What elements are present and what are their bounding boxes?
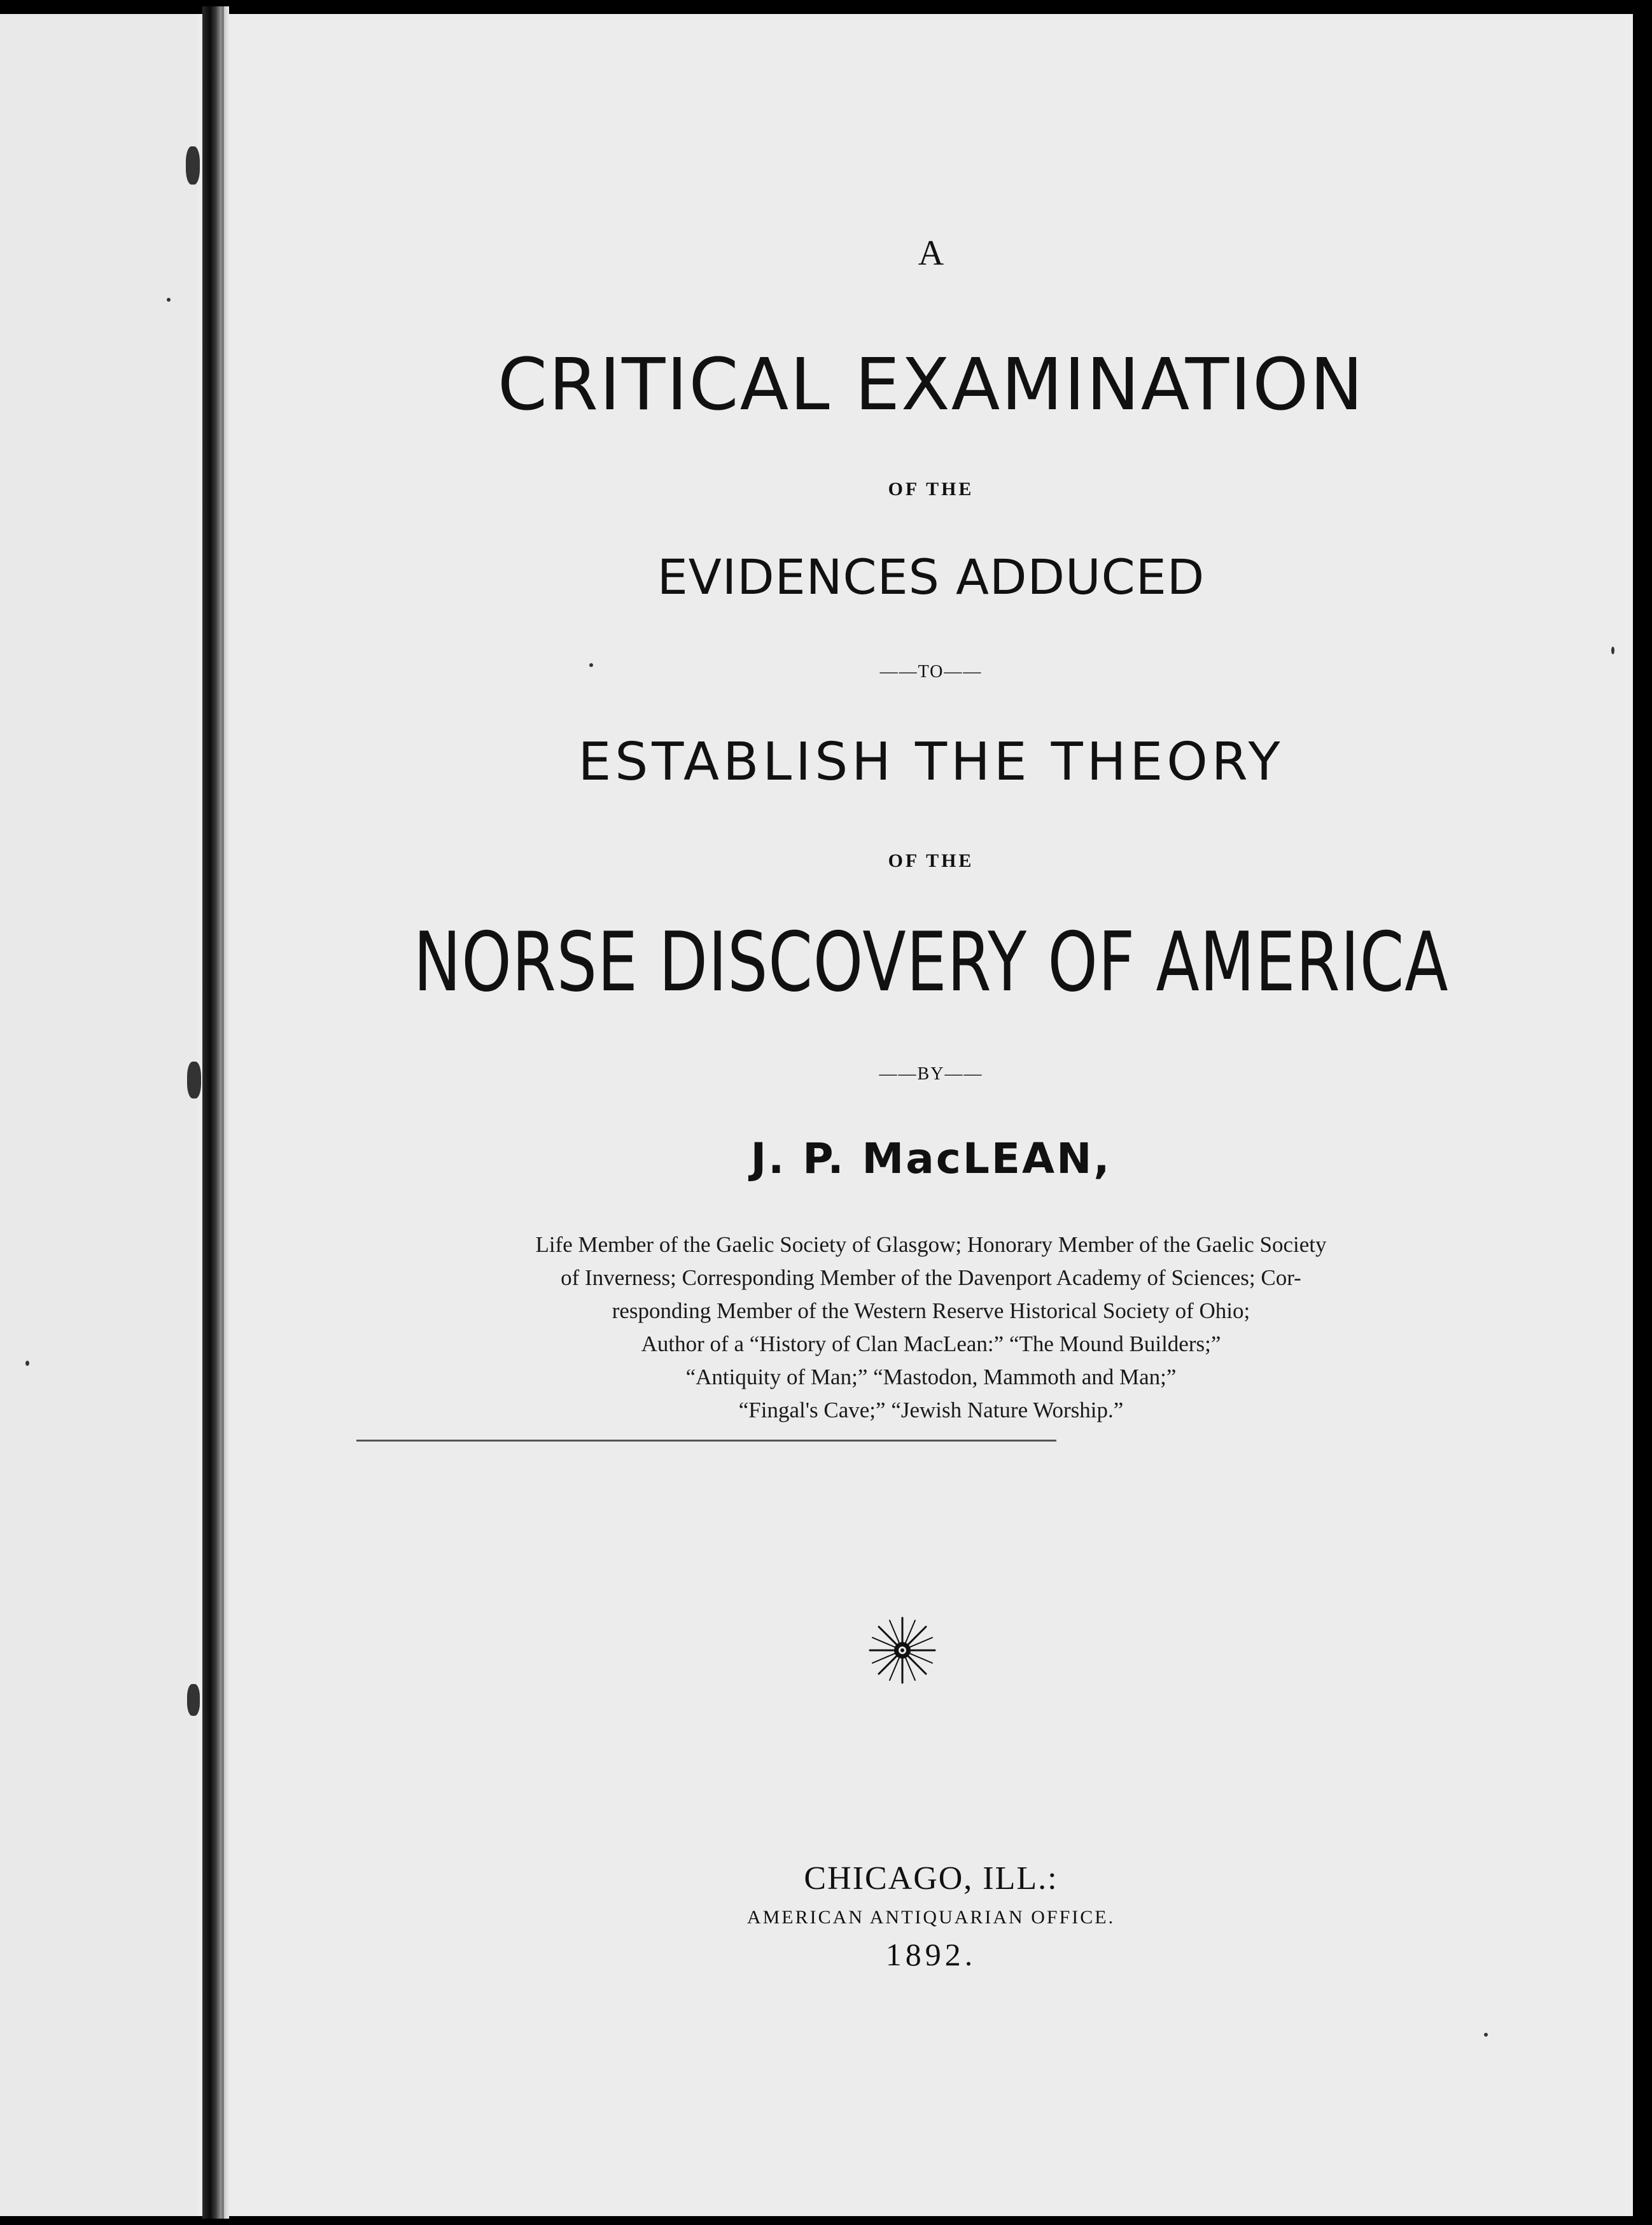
star-ornament-icon [867,1615,937,1685]
scan-speck [167,298,171,302]
scan-speck [1484,2033,1488,2037]
binding-mark [186,146,200,185]
imprint-year: 1892. [885,1937,977,1972]
title-connector-of-the-2: OF THE [888,850,974,871]
divider-rule [356,1440,1056,1442]
scan-border-bottom [0,2216,1652,2225]
title-connector-to: ——TO—— [879,662,983,682]
title-critical-examination: CRITICAL EXAMINATION [497,344,1365,426]
author-credentials-line: “Antiquity of Man;” “Mastodon, Mammoth and Man;” [685,1365,1177,1389]
imprint-city: CHICAGO, ILL.: [804,1860,1058,1897]
author-credentials-line: Author of a “History of Clan MacLean:” “The Mound Builders;” [641,1331,1221,1356]
page-fold [224,6,229,2219]
scan-border-right [1633,0,1652,2225]
title-norse-discovery: NORSE DISCOVERY OF AMERICA [413,915,1449,1010]
title-connector-of-the: OF THE [888,479,974,500]
facing-page-edge [0,14,197,2216]
author-credentials-line: “Fingal's Cave;” “Jewish Nature Worship.” [738,1398,1124,1422]
scan-speck [589,663,593,667]
title-establish-the-theory: ESTABLISH THE THEORY [578,732,1284,792]
byline: ——BY—— [879,1064,983,1084]
author-credentials-line: of Inverness; Corresponding Member of the Davenport Academy of Sciences; Cor- [561,1265,1301,1290]
scan-border-top [0,0,1652,14]
author-credentials-line: responding Member of the Western Reserve Historical Society of Ohio; [612,1298,1250,1323]
imprint-publisher: AMERICAN ANTIQUARIAN OFFICE. [746,1907,1116,1928]
scan-speck [1611,647,1614,654]
book-gutter [202,6,221,2219]
author-credentials-line: Life Member of the Gaelic Society of Glasgow; Honorary Member of the Gaelic Society [535,1232,1327,1257]
title-article: A [918,234,944,273]
binding-mark [187,1062,201,1098]
binding-mark [187,1684,200,1716]
title-evidences-adduced: EVIDENCES ADDUCED [657,549,1205,605]
author-name: J. P. MacLEAN, [750,1134,1112,1183]
scan-speck [25,1361,29,1366]
